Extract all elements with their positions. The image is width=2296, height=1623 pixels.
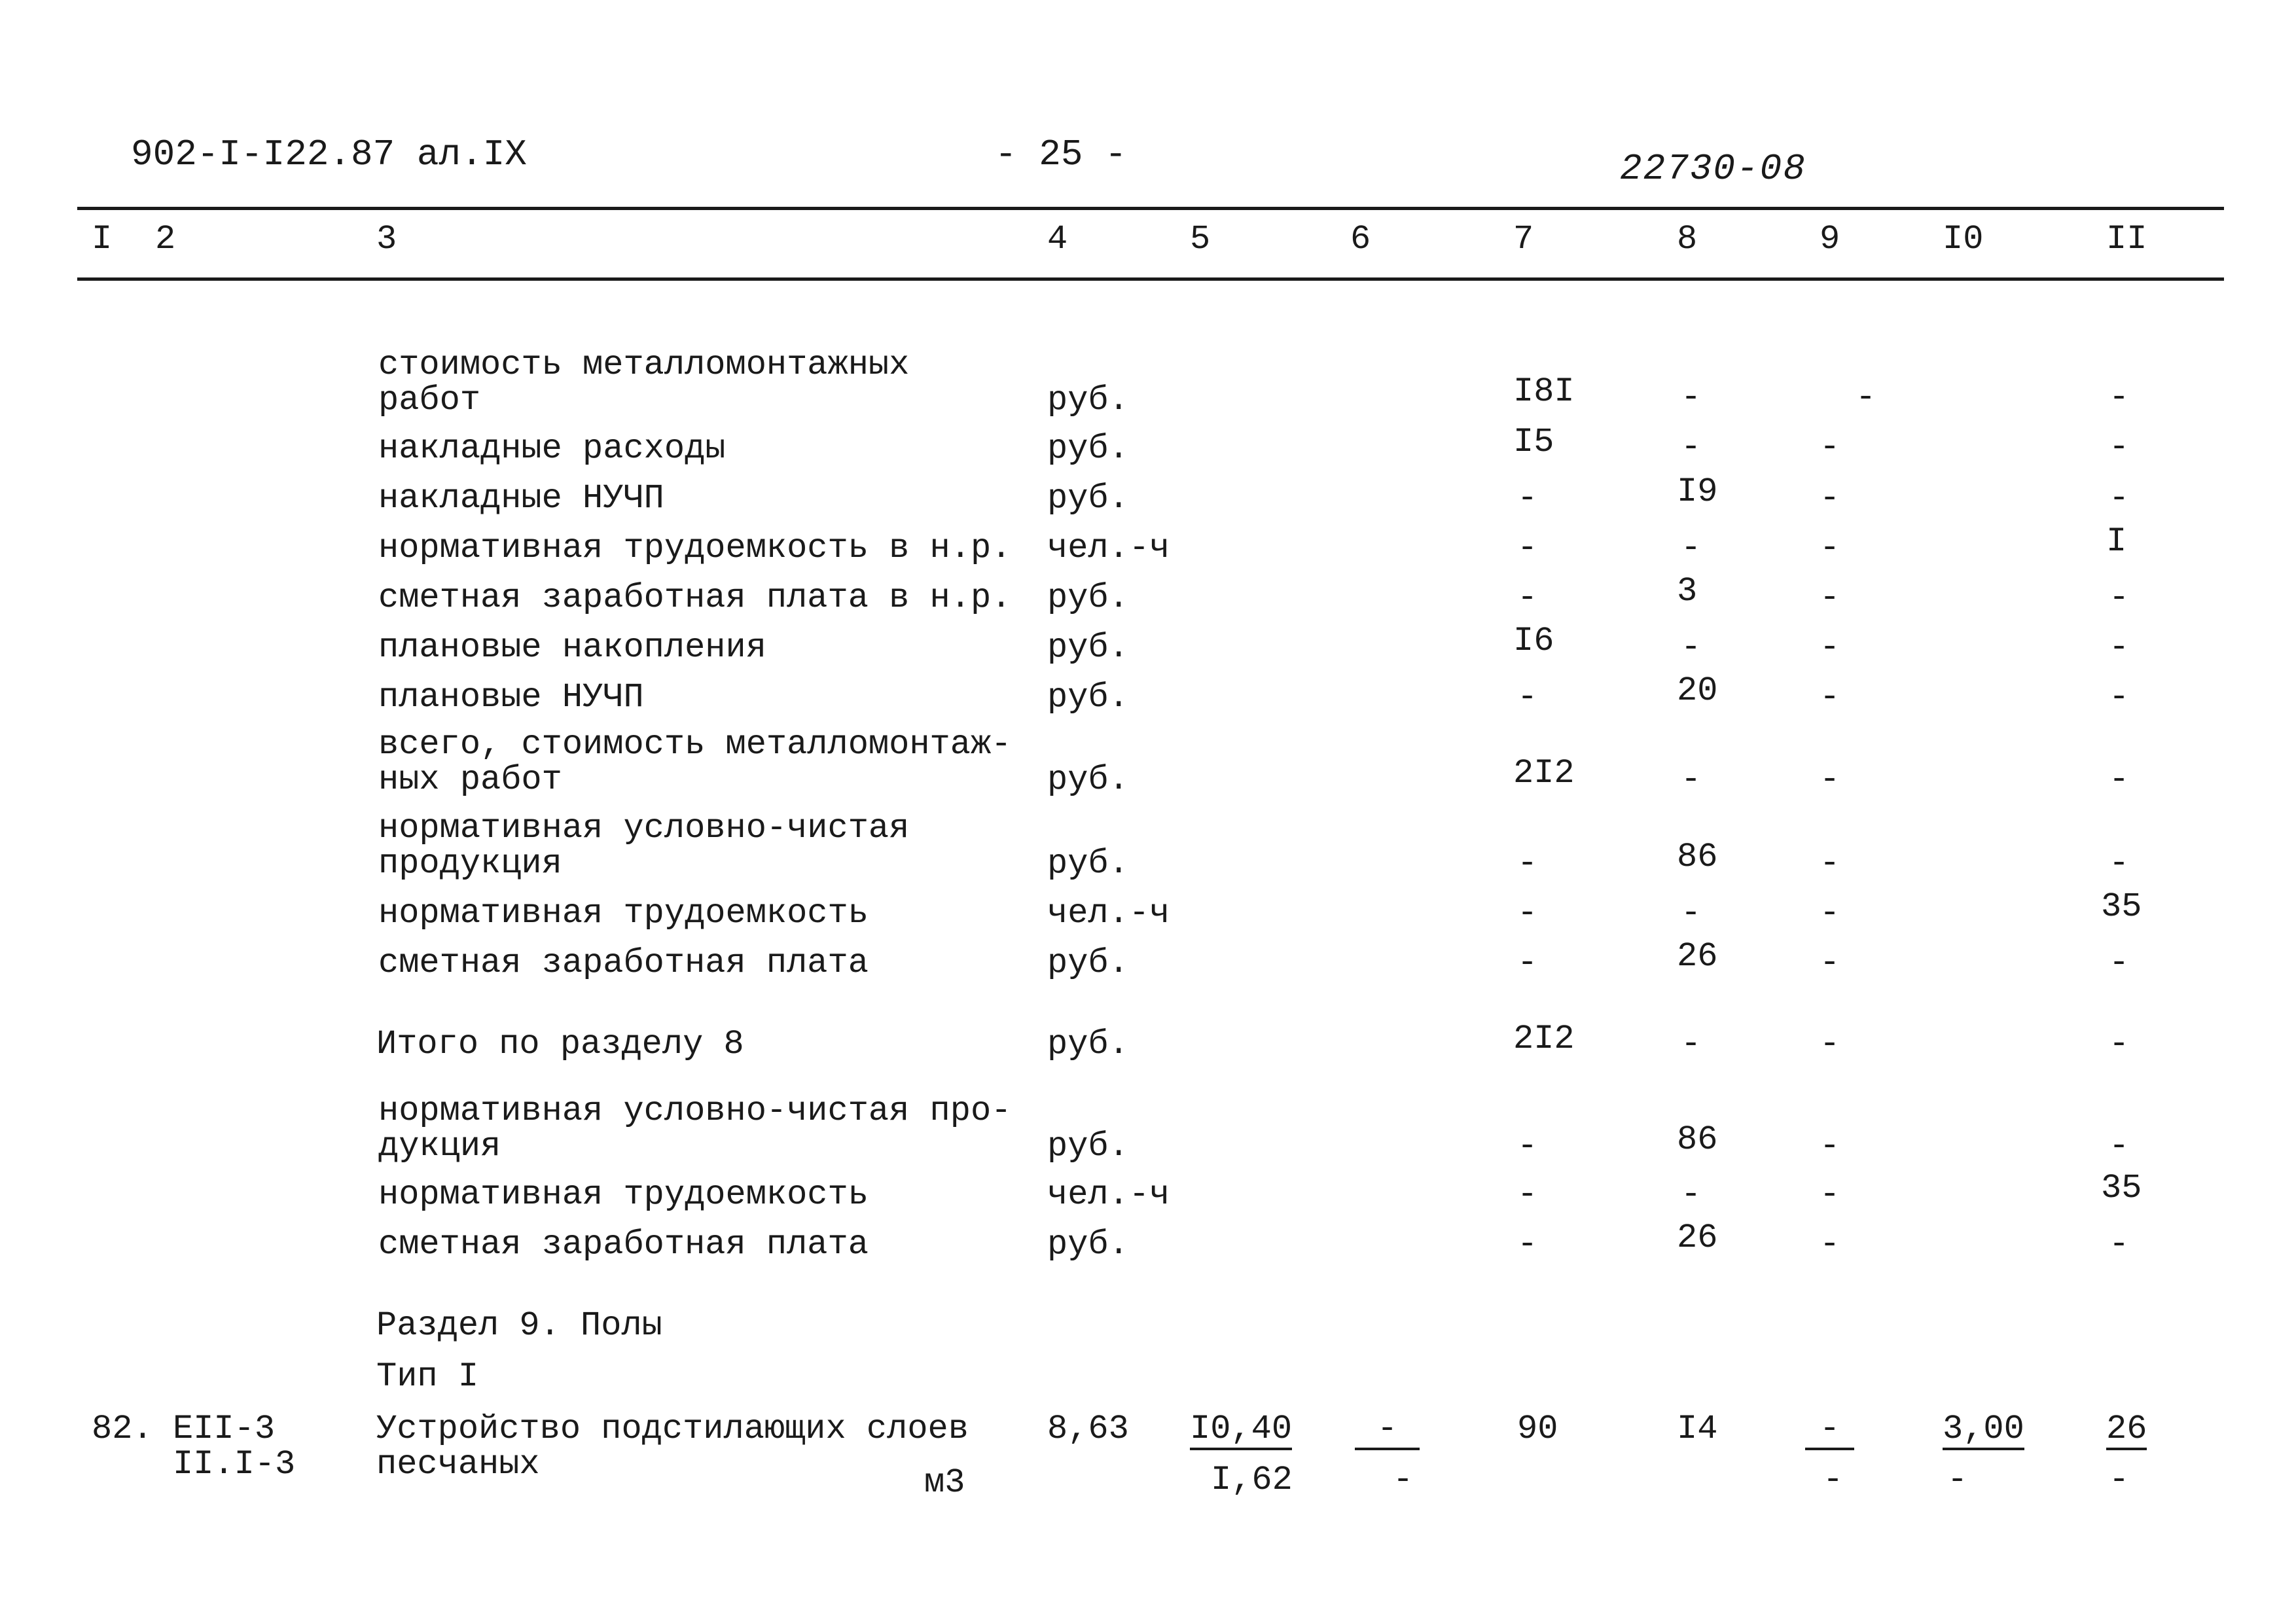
row-col9: - [1820,944,1840,982]
row-unit: руб. [1047,844,1129,883]
row-col7: - [1517,678,1538,717]
row-col8: - [1681,894,1702,933]
row-label: нормативная трудоемкость в н.р. [378,529,1012,567]
row-col9: - [1820,579,1840,617]
entry-col9-top: - [1805,1412,1854,1450]
row-unit: руб. [1047,628,1129,667]
row-col11: - [2109,678,2130,717]
row-label-cont: продукция [378,844,562,883]
row-col8: 20 [1677,671,1718,710]
entry-code: EII-3 [173,1410,276,1448]
row-col9: - [1820,529,1840,567]
entry-code-secondary: II.I-3 [173,1445,296,1484]
row-label: сметная заработная плата [378,1225,869,1264]
row-col7: - [1517,579,1538,617]
entry-col6-top: - [1355,1412,1420,1450]
header-bottom-rule [77,277,2224,281]
row-unit: руб. [1047,760,1129,799]
row-col8: 86 [1677,838,1718,876]
row-col8: - [1681,529,1702,567]
entry-quantity: 8,63 [1047,1410,1129,1448]
col-head-1: I [92,220,113,259]
row-unit: руб. [1047,429,1129,468]
row-col9: - [1820,1127,1840,1166]
entry-col5-top: I0,40 [1190,1412,1292,1450]
row-col7: - [1517,1225,1538,1264]
row-label-cont: работ [378,381,481,419]
row-col7: I8I [1513,372,1575,411]
row-col9: - [1820,1025,1840,1063]
row-unit: руб. [1047,579,1129,617]
col-head-9: 9 [1820,220,1840,259]
entry-unit: м3 [924,1463,965,1502]
row-col9: - [1820,844,1840,883]
row-col11: - [2109,628,2130,667]
entry-description: Устройство подстилающих слоев [376,1410,969,1448]
row-col8: 26 [1677,1219,1718,1257]
entry-col5-bottom: I,62 [1211,1461,1293,1499]
row-col7: I5 [1513,423,1554,461]
page-number: - 25 - [995,134,1127,175]
col-head-4: 4 [1047,220,1068,259]
entry-col11-bottom: - [2109,1461,2130,1499]
row-col7: I6 [1513,622,1554,660]
row-col8: - [1681,378,1702,417]
row-col8: 3 [1677,572,1698,611]
row-col7: - [1517,894,1538,933]
row-col9: - [1820,1225,1840,1264]
col-head-7: 7 [1513,220,1534,259]
row-label: нормативная условно-чистая [378,809,910,847]
row-label: нормативная трудоемкость [378,1175,869,1214]
row-label: сметная заработная плата [378,944,869,982]
row-label: нормативная трудоемкость [378,894,869,933]
row-col11: - [2109,479,2130,518]
row-col7: - [1517,1127,1538,1166]
row-unit: руб. [1047,944,1129,982]
row-label: нормативная условно-чистая про- [378,1092,1012,1130]
row-col8: - [1681,428,1702,467]
entry-col10-top: 3,00 [1943,1412,2024,1450]
col-head-3: 3 [376,220,397,259]
row-unit: руб. [1047,1225,1129,1264]
row-unit: руб. [1047,1025,1129,1063]
row-col11: - [2109,1025,2130,1063]
entry-col11-top: 26 [2106,1412,2147,1450]
row-col8: - [1681,1025,1702,1063]
row-col11: - [2109,944,2130,982]
row-label: всего, стоимость металломонтаж- [378,725,1012,764]
row-col7: 2I2 [1513,754,1575,793]
row-label-cont: ных работ [378,760,562,799]
doc-stamp: 22730-08 [1620,148,1806,190]
row-col11: - [2109,1127,2130,1166]
row-col11: I [2106,522,2127,561]
row-col11: - [2109,1225,2130,1264]
row-label: накладные расходы [378,429,726,468]
col-head-2: 2 [155,220,176,259]
col-head-8: 8 [1677,220,1698,259]
row-col7: - [1517,529,1538,567]
row-unit: руб. [1047,678,1129,717]
row-col9: - [1820,894,1840,933]
entry-description-cont: песчаных [376,1445,540,1484]
row-col7: - [1517,1175,1538,1214]
row-col9: - [1820,678,1840,717]
col-head-11: II [2106,220,2147,259]
col-head-6: 6 [1350,220,1371,259]
row-col7: 2I2 [1513,1020,1575,1058]
row-col11: - [2109,760,2130,799]
row-col8: 26 [1677,937,1718,976]
col-head-5: 5 [1190,220,1211,259]
row-col7: - [1517,479,1538,518]
col-head-10: I0 [1943,220,1984,259]
section-subtitle: Тип I [376,1357,479,1396]
row-col11: 35 [2101,1169,2142,1207]
row-col11: - [2109,844,2130,883]
row-label: накладные НУЧП [378,479,664,518]
row-unit: чел.-ч [1047,1175,1170,1214]
entry-number: 82. [92,1410,153,1448]
row-col11: - [2109,428,2130,467]
row-col9: - [1820,479,1840,518]
row-col9: - [1820,628,1840,667]
row-unit: руб. [1047,1127,1129,1166]
row-col9: - [1856,378,1876,417]
row-col8: I9 [1677,473,1718,511]
section-total-label: Итого по разделу 8 [376,1025,744,1063]
entry-col10-bottom: - [1947,1461,1968,1499]
row-col7: - [1517,944,1538,982]
row-col9: - [1820,1175,1840,1214]
row-label: стоимость металломонтажных [378,346,910,384]
row-unit: руб. [1047,479,1129,518]
row-col9: - [1820,760,1840,799]
row-unit: руб. [1047,381,1129,419]
section-title: Раздел 9. Полы [376,1306,662,1345]
row-col8: - [1681,628,1702,667]
entry-col6-bottom: - [1393,1461,1414,1499]
row-label: плановые накопления [378,628,766,667]
row-col8: - [1681,760,1702,799]
row-col11: - [2109,579,2130,617]
row-col8: - [1681,1175,1702,1214]
row-col7: - [1517,844,1538,883]
row-label-cont: дукция [378,1127,501,1166]
row-unit: чел.-ч [1047,529,1170,567]
row-col11: - [2109,378,2130,417]
row-label: плановые НУЧП [378,678,644,717]
row-col11: 35 [2101,887,2142,926]
row-label: сметная заработная плата в н.р. [378,579,1012,617]
doc-code: 902-I-I22.87 ал.IX [131,134,527,175]
row-unit: чел.-ч [1047,894,1170,933]
header-top-rule [77,207,2224,210]
entry-col9-bottom: - [1823,1461,1844,1499]
row-col8: 86 [1677,1120,1718,1159]
entry-col8: I4 [1677,1410,1718,1448]
row-col9: - [1820,428,1840,467]
entry-col7: 90 [1517,1410,1558,1448]
